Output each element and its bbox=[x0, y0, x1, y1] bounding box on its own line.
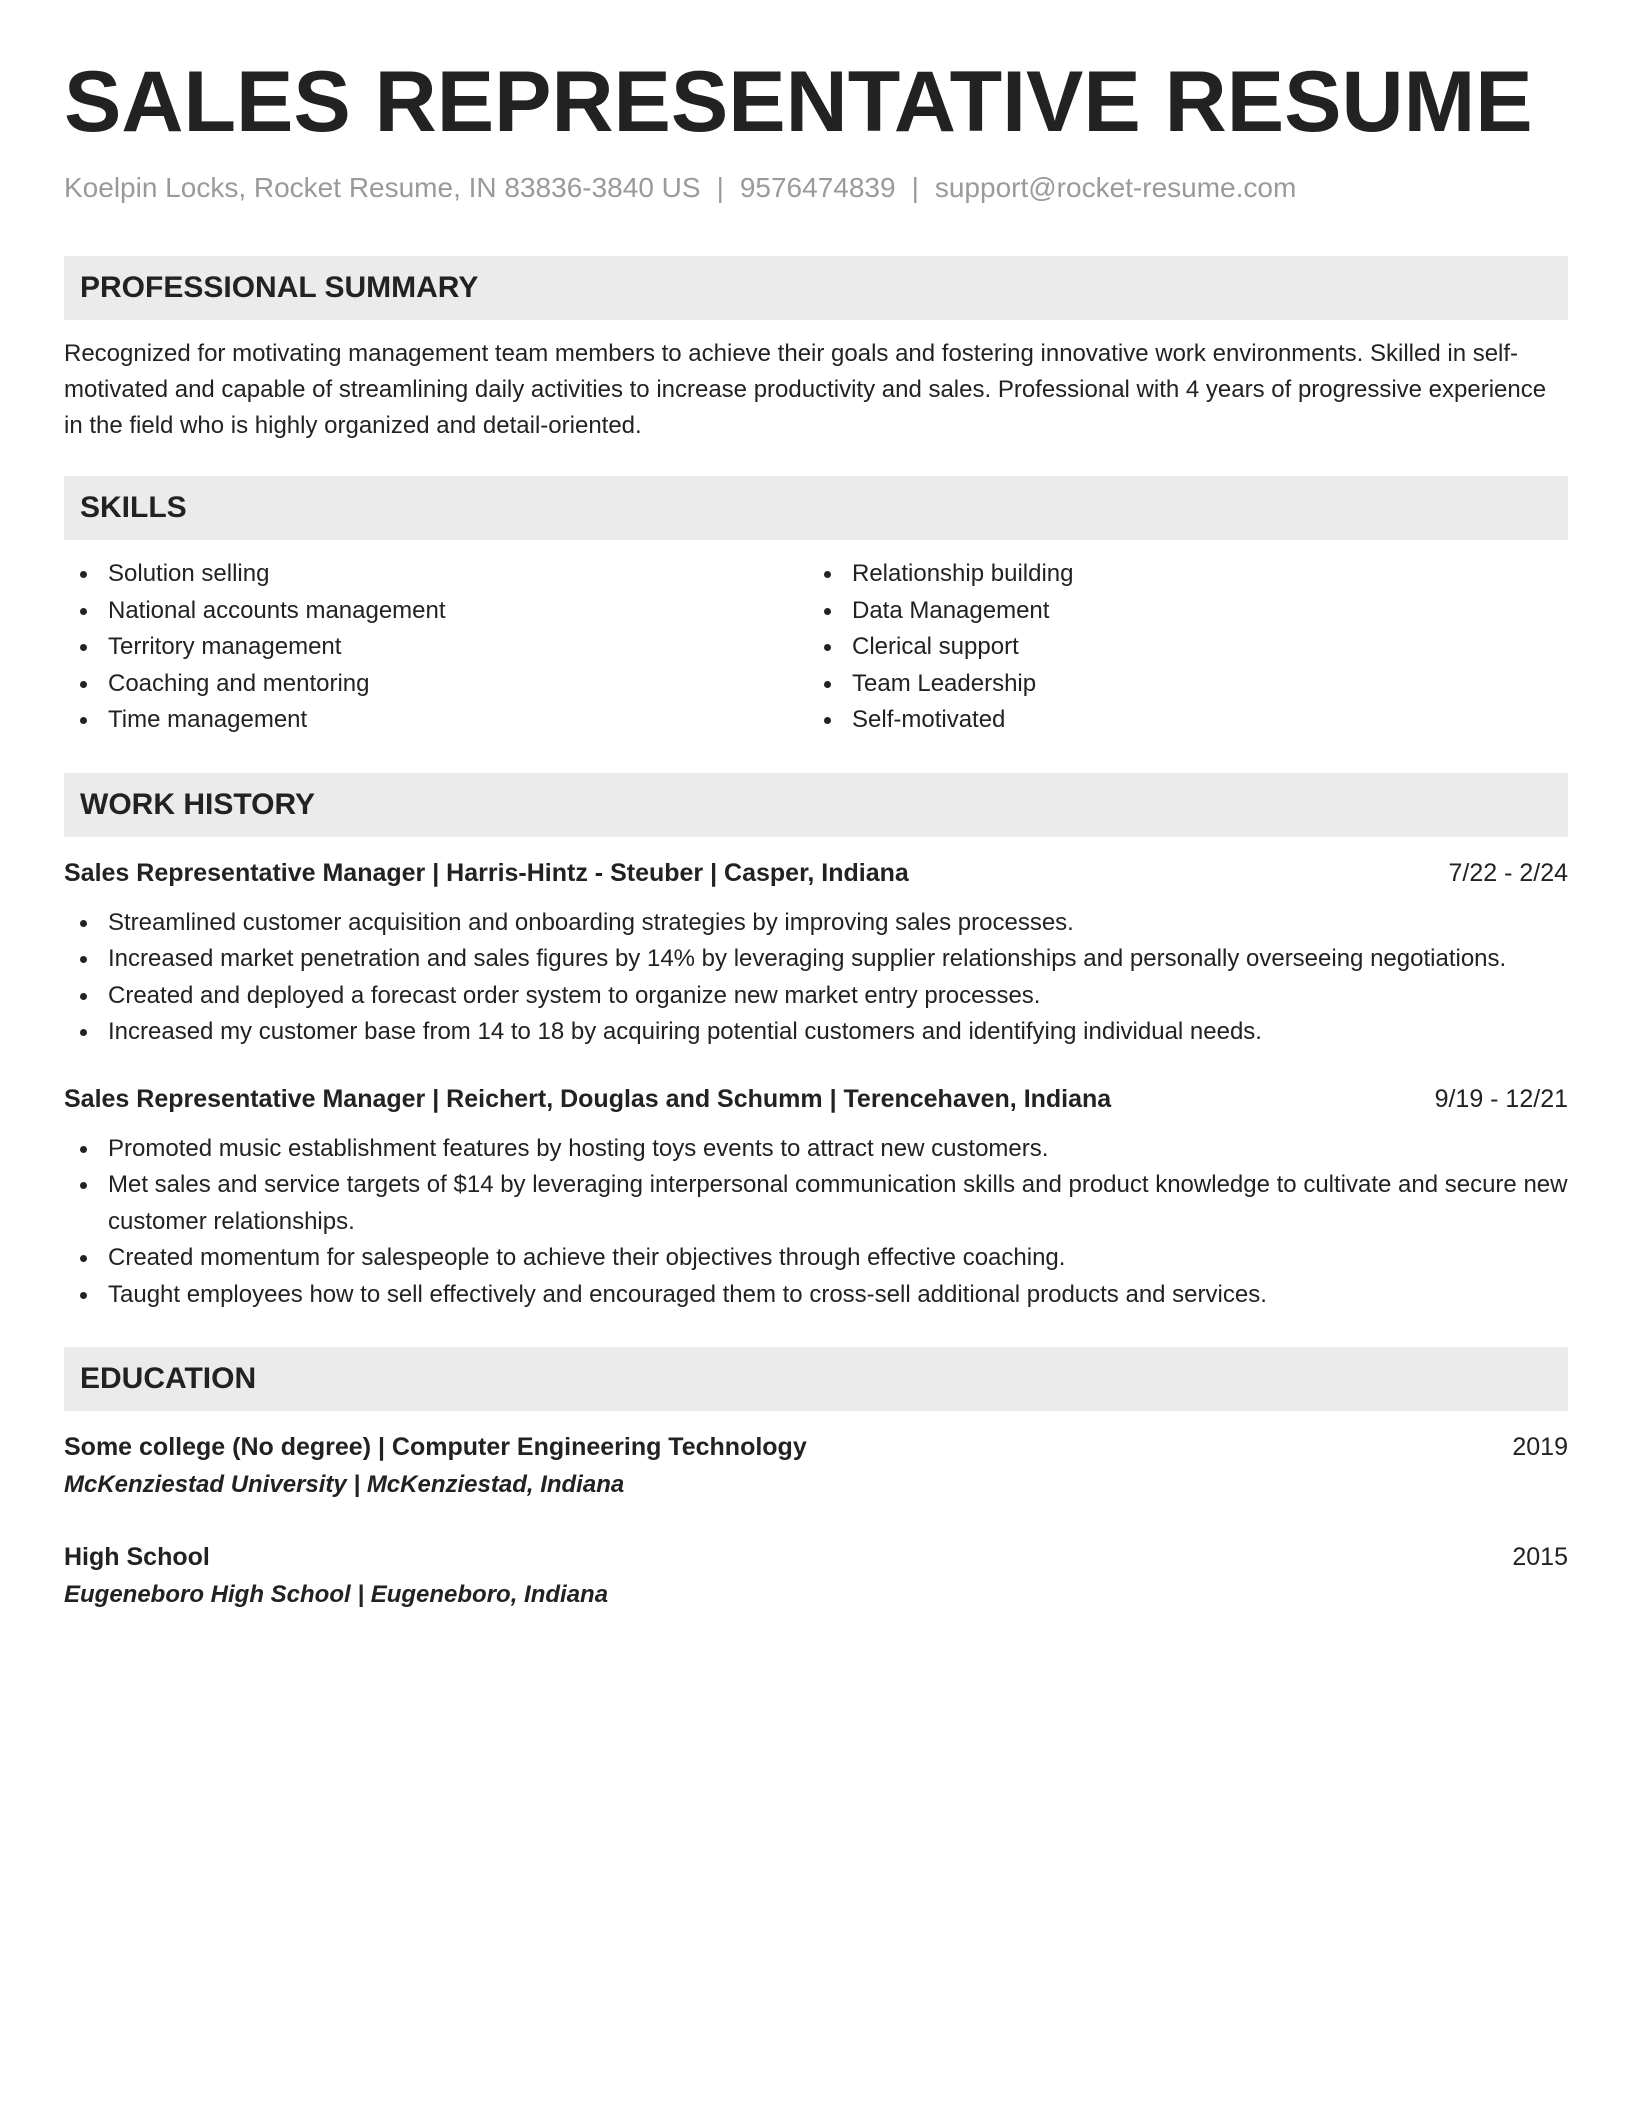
section-header-education: EDUCATION bbox=[64, 1347, 1568, 1411]
section-header-skills: SKILLS bbox=[64, 476, 1568, 540]
job-header bbox=[64, 855, 1568, 891]
job-header bbox=[64, 1081, 1568, 1117]
education-degree: Some college (No degree) | Computer Engineering Technology bbox=[64, 1433, 807, 1461]
education-year: 2015 bbox=[1512, 1543, 1568, 1571]
education-entry bbox=[64, 1539, 1568, 1613]
skill-item: Coaching and mentoring bbox=[64, 666, 816, 703]
skills-grid bbox=[64, 556, 1568, 739]
job-entry bbox=[64, 855, 1568, 1051]
contact-email: support@rocket-resume.com bbox=[934, 172, 1297, 203]
resume-title: SALES REPRESENTATIVE RESUME bbox=[64, 54, 1533, 150]
job-title: Sales Representative Manager | Reichert, Douglas and Schumm | Terencehaven, Indiana bbox=[64, 1084, 1112, 1113]
skill-item: Relationship building bbox=[816, 556, 1568, 593]
education-school: McKenziestad University | McKenziestad, Indiana bbox=[64, 1471, 625, 1498]
contact-address: Koelpin Locks, Rocket Resume, IN 83836-3840 US bbox=[64, 172, 701, 203]
job-bullet: Taught employees how to sell effectively and encouraged them to cross-sell additional products and services. bbox=[64, 1277, 1568, 1314]
skill-item: Time management bbox=[64, 702, 816, 739]
job-dates: 9/19 - 12/21 bbox=[1434, 1084, 1568, 1113]
job-bullets bbox=[64, 905, 1568, 1051]
education-school: Eugeneboro High School | Eugeneboro, Indiana bbox=[64, 1581, 609, 1608]
job-bullet: Created and deployed a forecast order system to organize new market entry processes. bbox=[64, 978, 1568, 1015]
skill-item: Territory management bbox=[64, 629, 816, 666]
skill-item: Self-motivated bbox=[816, 702, 1568, 739]
skill-item: Team Leadership bbox=[816, 666, 1568, 703]
education-header bbox=[64, 1539, 1568, 1575]
job-entry bbox=[64, 1081, 1568, 1314]
section-header-summary: PROFESSIONAL SUMMARY bbox=[64, 256, 1568, 320]
skill-item: Clerical support bbox=[816, 629, 1568, 666]
education-year: 2019 bbox=[1512, 1433, 1568, 1461]
job-title: Sales Representative Manager | Harris-Hintz - Steuber | Casper, Indiana bbox=[64, 858, 909, 887]
job-bullet: Created momentum for salespeople to achieve their objectives through effective coaching. bbox=[64, 1240, 1568, 1277]
skill-item: Solution selling bbox=[64, 556, 816, 593]
contact-phone: 9576474839 bbox=[739, 172, 896, 203]
section-header-work-history: WORK HISTORY bbox=[64, 773, 1568, 837]
skill-item: Data Management bbox=[816, 593, 1568, 630]
education-degree: High School bbox=[64, 1543, 210, 1571]
skill-item: National accounts management bbox=[64, 593, 816, 630]
job-dates: 7/22 - 2/24 bbox=[1448, 858, 1568, 887]
education-header bbox=[64, 1429, 1568, 1465]
contact-separator: | bbox=[911, 172, 919, 203]
job-bullet: Met sales and service targets of $14 by leveraging interpersonal communication skills and product knowledge to cultivate and secure new customer relationships. bbox=[64, 1167, 1568, 1240]
job-bullet: Promoted music establishment features by hosting toys events to attract new customers. bbox=[64, 1131, 1568, 1168]
job-bullet: Streamlined customer acquisition and onboarding strategies by improving sales processes. bbox=[64, 905, 1568, 942]
job-bullet: Increased my customer base from 14 to 18 by acquiring potential customers and identifying individual needs. bbox=[64, 1014, 1568, 1051]
contact-separator: | bbox=[716, 172, 724, 203]
education-entry bbox=[64, 1429, 1568, 1503]
summary-text: Recognized for motivating management team members to achieve their goals and fostering innovative work environments. Skilled in self-motivated and capable of streamlining daily activities to increase productivity and sales. Professional with 4 years of progressive experience in the field who is highly organized and detail-oriented. bbox=[64, 340, 1547, 439]
contact-line bbox=[64, 170, 1568, 206]
skills-column-left bbox=[64, 556, 816, 739]
job-bullets bbox=[64, 1131, 1568, 1314]
skills-column-right bbox=[816, 556, 1568, 739]
job-bullet: Increased market penetration and sales figures by 14% by leveraging supplier relationships and personally overseeing negotiations. bbox=[64, 941, 1568, 978]
